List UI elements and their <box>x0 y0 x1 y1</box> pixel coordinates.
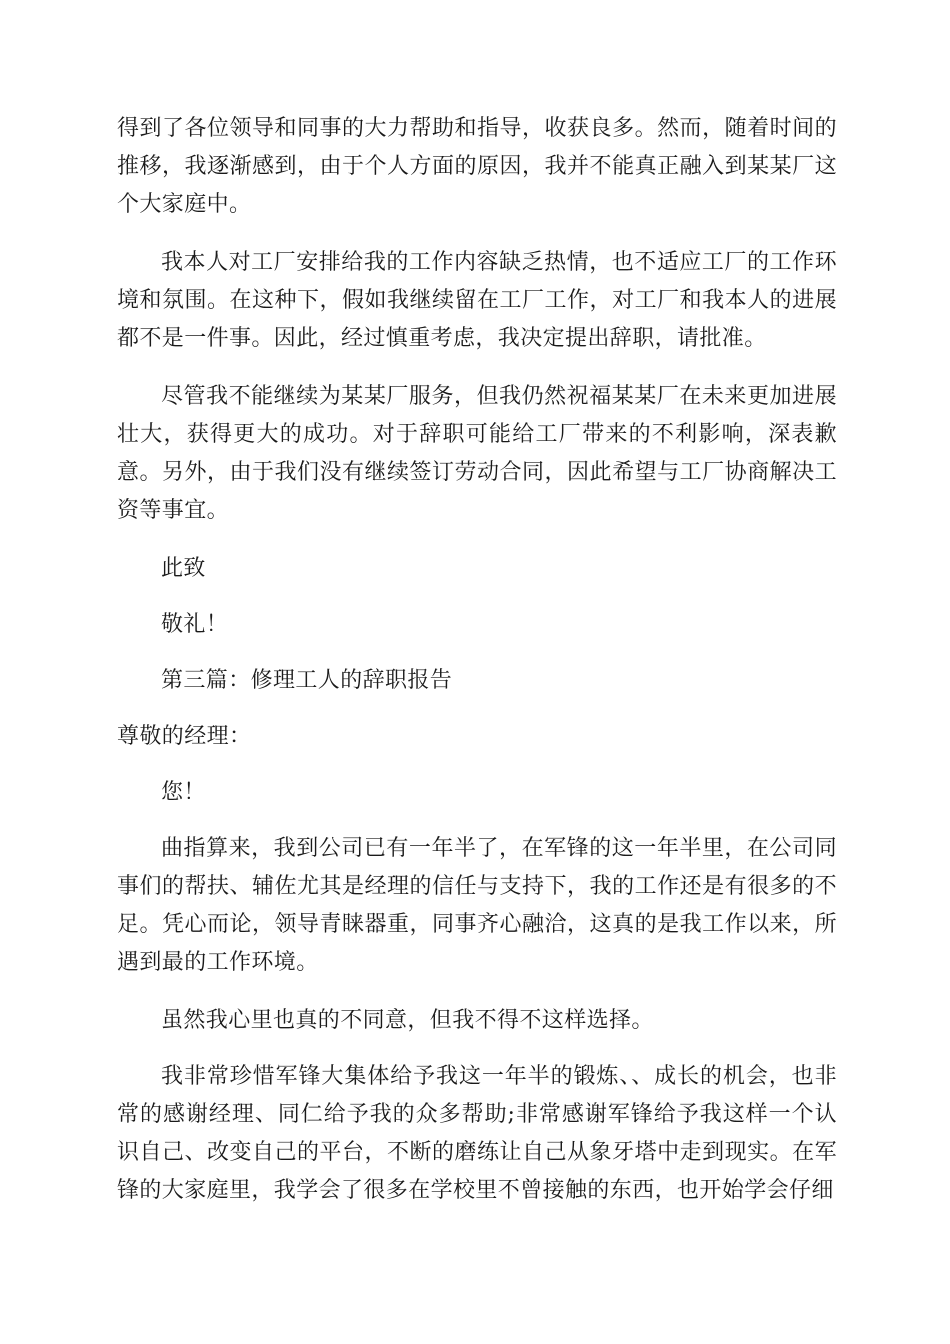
paragraph-continuation: 得到了各位领导和同事的大力帮助和指导，收获良多。然而，随着时间的推移，我逐渐感到，由于个人方面的原因，我并不能真正融入到某某厂这个大家庭中。 <box>117 116 837 217</box>
paragraph-gratitude: 我非常珍惜军锋大集体给予我这一年半的锻炼、、成长的机会，也非常的感谢经理、同仁给予我的众多帮助;非常感谢军锋给予我这样一个认识自己、改变自己的平台，不断的磨练让自己从象牙塔中走到现实。在军锋的大家庭里，我学会了很多在学校里不曾接触的东西，也开始学会仔细 <box>117 1064 837 1203</box>
paragraph-intro: 曲指算来，我到公司已有一年半了，在军锋的这一年半里，在公司同事们的帮扶、辅佐尤其是经理的信任与支持下，我的工作还是有很多的不足。凭心而论，领导青睐器重，同事齐心融洽，这真的是我工作以来，所遇到最的工作环境。 <box>117 836 837 975</box>
document-body <box>117 110 837 1230</box>
paragraph-choice: 虽然我心里也真的不同意，但我不得不这样选择。 <box>161 1008 654 1033</box>
paragraph-wishes: 尽管我不能继续为某某厂服务，但我仍然祝福某某厂在未来更加进展壮大，获得更大的成功。对于辞职可能给工厂带来的不利影响，深表歉意。另外，由于我们没有继续签订劳动合同，因此希望与工厂协商解决工资等事宜。 <box>117 384 837 523</box>
greeting-hello: 您！ <box>161 780 206 805</box>
closing-regards: 敬礼！ <box>161 612 229 637</box>
greeting-addressee: 尊敬的经理： <box>117 724 252 749</box>
section-heading: 第三篇：修理工人的辞职报告 <box>161 668 453 693</box>
paragraph-work-environment: 我本人对工厂安排给我的工作内容缺乏热情，也不适应工厂的工作环境和氛围。在这种下，假如我继续留在工厂工作，对工厂和我本人的进展都不是一件事。因此，经过慎重考虑，我决定提出辞职，请批准。 <box>117 250 837 351</box>
closing-salutation: 此致 <box>161 556 206 581</box>
